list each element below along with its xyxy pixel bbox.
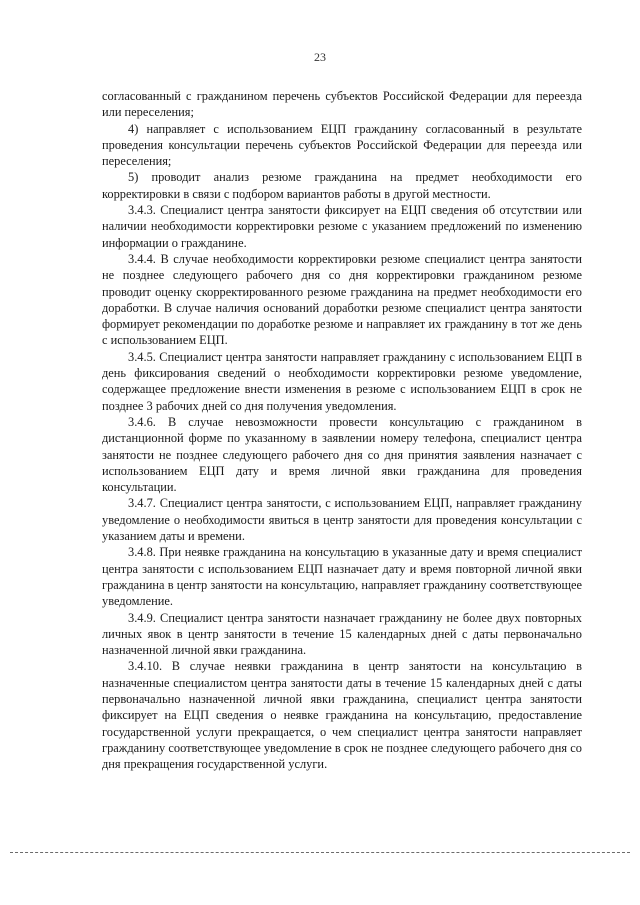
- paragraph: 3.4.6. В случае невозможности провести консультацию с гражданином в дистанционной форме по указанному в заявлении номеру телефона, специалист центра занятости не позднее следующего рабочего дня со дня принятия заявления назначает с использованием ЕЦП дату и время личной явки гражданина для проведения консультации.: [102, 414, 582, 495]
- page-bottom-divider: [10, 852, 630, 853]
- paragraph: 3.4.4. В случае необходимости корректировки резюме специалист центра занятости не позднее следующего рабочего дня со дня корректировки гражданином резюме проводит оценку скорректированного резюме гражданина на предмет необходимости его доработки. В случае наличия оснований доработки резюме специалист центра занятости формирует рекомендации по доработке резюме и направляет их гражданину в тот же день с использованием ЕЦП.: [102, 251, 582, 348]
- paragraph: 3.4.9. Специалист центра занятости назначает гражданину не более двух повторных личных явок в центр занятости в течение 15 календарных дней с даты первоначально назначенной личной явки гражданина.: [102, 610, 582, 658]
- paragraph: 4) направляет с использованием ЕЦП гражданину согласованный в результате проведения консультации перечень субъектов Российской Федерации для переезда или переселения;: [102, 121, 582, 169]
- paragraph: 3.4.7. Специалист центра занятости, с использованием ЕЦП, направляет гражданину уведомление о необходимости явиться в центр занятости для проведения консультации с указанием даты и времени.: [102, 496, 582, 544]
- paragraph: 3.4.3. Специалист центра занятости фиксирует на ЕЦП сведения об отсутствии или наличии необходимости корректировки резюме с указанием предложений по изменению информации о гражданине.: [102, 203, 582, 250]
- paragraph: 3.4.5. Специалист центра занятости направляет гражданину с использованием ЕЦП в день фиксирования сведений о необходимости корректировки резюме уведомление, содержащее предложение внести изменения в резюме с использованием ЕЦП в срок не позднее 3 рабочих дней со дня получения уведомления.: [102, 349, 582, 413]
- page-number: 23: [314, 50, 326, 64]
- document-body: [102, 88, 582, 772]
- paragraph: 3.4.10. В случае неявки гражданина в центр занятости на консультацию в назначенные специалистом центра занятости даты в течение 15 календарных дней с даты первоначально назначенной личной явки гражданина, специалист центра занятости фиксирует на ЕЦП сведения о неявке гражданина на консультацию, предоставление государственной услуги прекращается, о чем специалист центра занятости направляет гражданину соответствующее уведомление в срок не позднее следующего рабочего дня со дня прекращения государственной услуги.: [102, 659, 582, 772]
- paragraph: согласованный с гражданином перечень субъектов Российской Федерации для переезда или переселения;: [102, 89, 582, 120]
- paragraph: 3.4.8. При неявке гражданина на консультацию в указанные дату и время специалист центра занятости с использованием ЕЦП назначает дату и время повторной личной явки гражданина в центр занятости на консультацию, направляет гражданину соответствующее уведомление.: [102, 545, 582, 609]
- paragraph: 5) проводит анализ резюме гражданина на предмет необходимости его корректировки в связи с подбором вариантов работы в другой местности.: [102, 170, 582, 201]
